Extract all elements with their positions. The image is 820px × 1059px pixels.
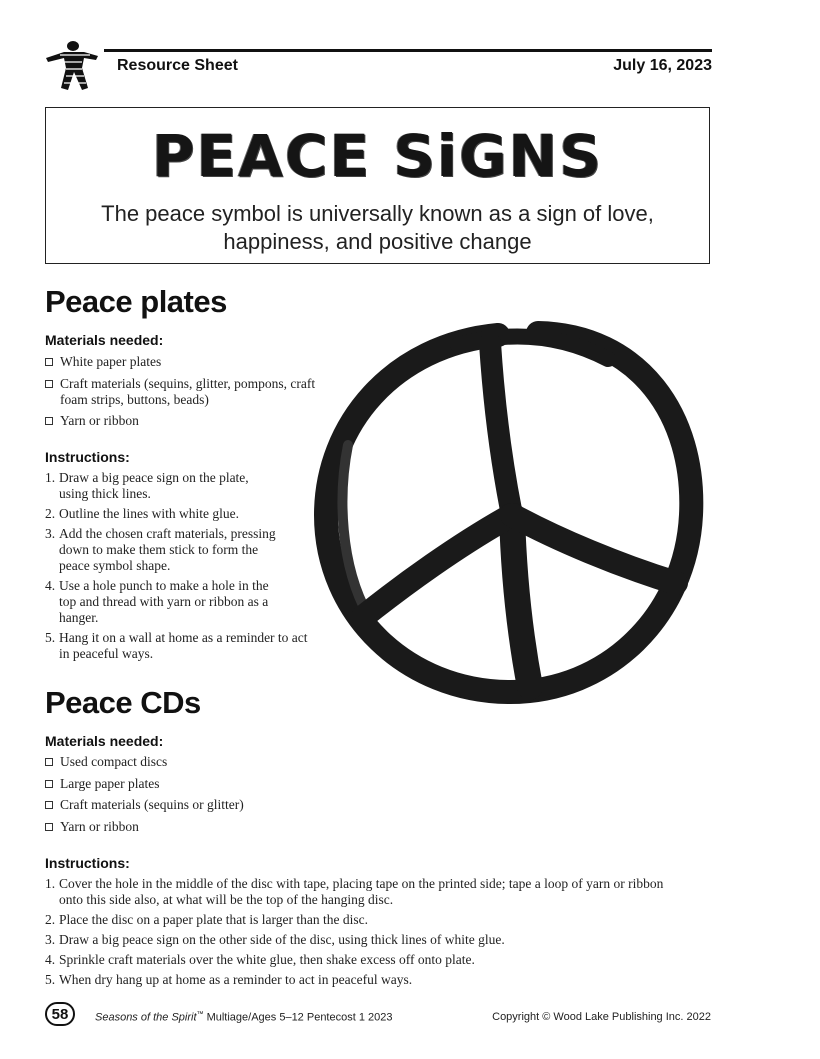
page-subtitle bbox=[46, 200, 709, 256]
subtitle-line: happiness, and positive change bbox=[223, 229, 532, 254]
instructions-heading: Instructions: bbox=[45, 449, 130, 465]
list-item: 3. Draw a big peace sign on the other side of the disc, using thick lines of white glue. bbox=[45, 932, 505, 947]
list-item: 1. Cover the hole in the middle of the disc with tape, placing tape on the printed side; tape a loop of yarn or ribbon onto this side also, at what will be the top of the hanging disc. bbox=[45, 876, 664, 907]
checkbox-icon bbox=[45, 417, 53, 425]
page-title: PEACE SiGNS bbox=[152, 122, 603, 190]
list-item: 5. When dry hang up at home as a reminder to act in peaceful ways. bbox=[45, 972, 413, 987]
title-box bbox=[45, 107, 710, 264]
peace-sign-illustration bbox=[308, 315, 708, 710]
list-item: 2. Place the disc on a paper plate that is larger than the disc. bbox=[45, 912, 369, 927]
materials-heading: Materials needed: bbox=[45, 733, 164, 749]
checkbox-icon bbox=[45, 758, 53, 766]
instructions-list bbox=[45, 876, 715, 992]
list-item: 5. Hang it on a wall at home as a reminder to act in peaceful ways. bbox=[45, 630, 308, 661]
materials-list bbox=[45, 354, 345, 435]
materials-list bbox=[45, 754, 365, 840]
dancing-figure-icon bbox=[40, 38, 102, 94]
list-item: 3. Add the chosen craft materials, pressing down to make them stick to form the peace symbol shape. bbox=[45, 526, 276, 573]
list-item: Yarn or ribbon bbox=[45, 413, 345, 429]
list-item: Used compact discs bbox=[45, 754, 365, 770]
materials-heading: Materials needed: bbox=[45, 332, 164, 348]
list-item: Large paper plates bbox=[45, 776, 365, 792]
checkbox-icon bbox=[45, 380, 53, 388]
checkbox-icon bbox=[45, 358, 53, 366]
list-item: Craft materials (sequins, glitter, pompons, craft foam strips, buttons, beads) bbox=[45, 376, 345, 408]
instructions-heading: Instructions: bbox=[45, 855, 130, 871]
checkbox-icon bbox=[45, 780, 53, 788]
header-label: Resource Sheet bbox=[117, 57, 238, 74]
footer-copyright: Copyright © Wood Lake Publishing Inc. 2022 bbox=[492, 1011, 711, 1023]
list-item: White paper plates bbox=[45, 354, 345, 370]
header-date: July 16, 2023 bbox=[613, 57, 712, 74]
list-item: Yarn or ribbon bbox=[45, 819, 365, 835]
checkbox-icon bbox=[45, 801, 53, 809]
checkbox-icon bbox=[45, 823, 53, 831]
header-rule bbox=[104, 49, 712, 52]
instructions-list bbox=[45, 470, 345, 666]
list-item: Craft materials (sequins or glitter) bbox=[45, 797, 365, 813]
page-number: 58 bbox=[45, 1002, 75, 1026]
section-heading-peace-cds: Peace CDs bbox=[45, 685, 201, 720]
list-item: 2. Outline the lines with white glue. bbox=[45, 506, 239, 521]
list-item: 1. Draw a big peace sign on the plate, using thick lines. bbox=[45, 470, 249, 501]
section-heading-peace-plates: Peace plates bbox=[45, 284, 227, 319]
subtitle-line: The peace symbol is universally known as a sign of love, bbox=[101, 201, 654, 226]
list-item: 4. Sprinkle craft materials over the white glue, then shake excess off onto plate. bbox=[45, 952, 475, 967]
footer-series: Seasons of the Spirit™ Multiage/Ages 5–12 Pentecost 1 2023 bbox=[95, 1011, 393, 1024]
list-item: 4. Use a hole punch to make a hole in the top and thread with yarn or ribbon as a hanger. bbox=[45, 578, 269, 625]
